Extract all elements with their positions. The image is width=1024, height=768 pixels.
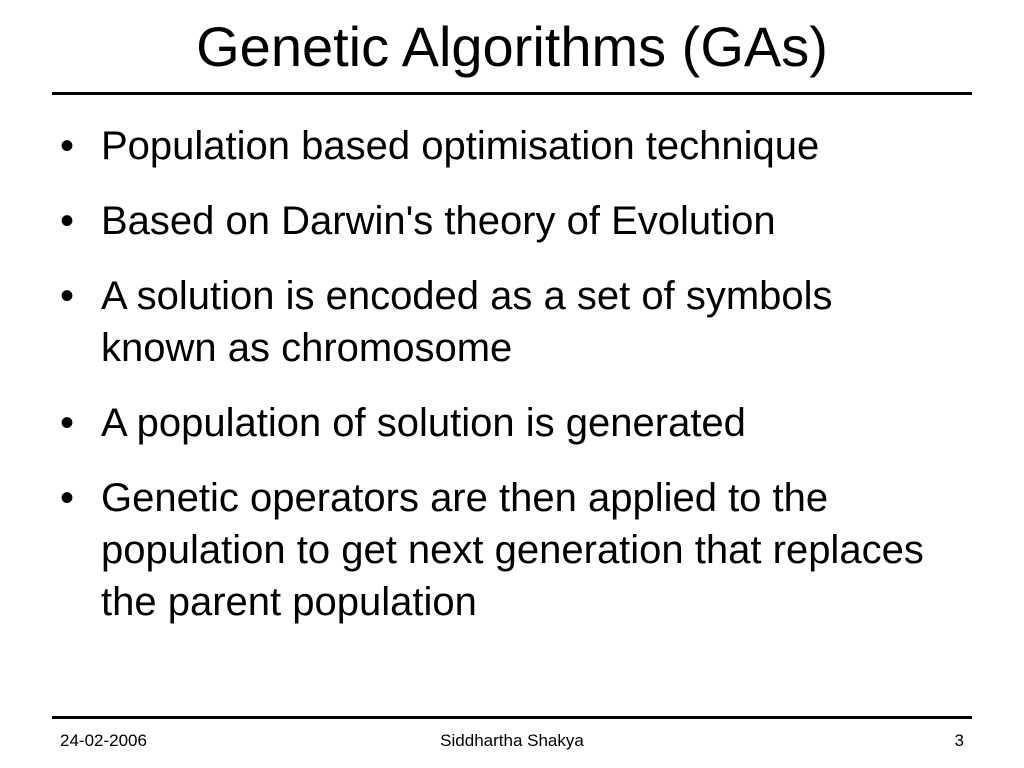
bullet-text: A solution is encoded as a set of symbols known as chromosome xyxy=(101,274,833,370)
bullet-list xyxy=(56,120,956,651)
bullet-icon: • xyxy=(60,476,75,520)
bullet-icon: • xyxy=(60,124,75,168)
bullet-text: A population of solution is generated xyxy=(101,401,746,445)
slide-title: Genetic Algorithms (GAs) xyxy=(196,15,828,78)
bullet-text: Genetic operators are then applied to the population to get next generation that replaces the parent population xyxy=(101,476,924,624)
bullet-text: Based on Darwin's theory of Evolution xyxy=(101,199,776,243)
bullet-item xyxy=(56,397,956,449)
bullet-item xyxy=(56,472,956,628)
bullet-icon: • xyxy=(60,401,75,445)
bullet-text: Population based optimisation technique xyxy=(101,124,820,168)
bullet-item xyxy=(56,195,956,247)
bullet-item xyxy=(56,270,956,374)
title-divider xyxy=(52,92,972,95)
bullet-icon: • xyxy=(60,274,75,318)
footer-date: 24-02-2006 xyxy=(60,731,147,750)
bullet-icon: • xyxy=(60,199,75,243)
bullet-item xyxy=(56,120,956,172)
footer-divider xyxy=(52,716,972,719)
footer-author: Siddhartha Shakya xyxy=(440,731,584,750)
page-number: 3 xyxy=(954,731,964,750)
